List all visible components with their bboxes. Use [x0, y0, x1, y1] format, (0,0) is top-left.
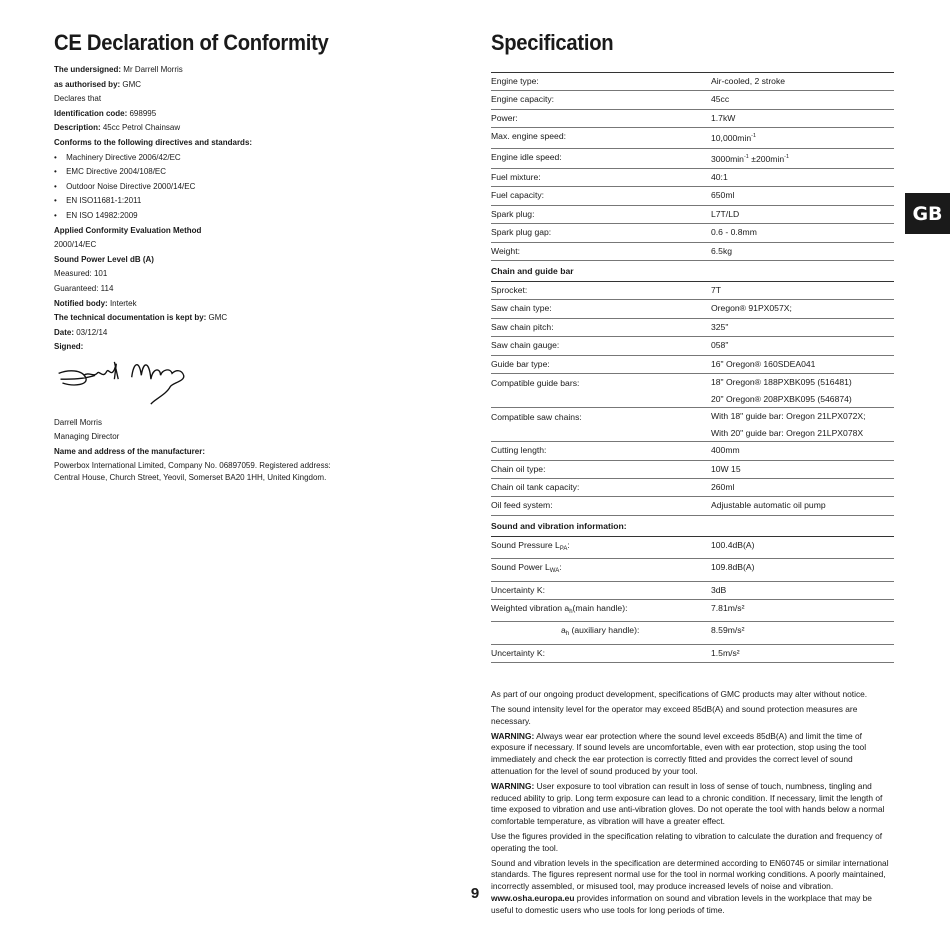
declaration-section — [54, 30, 354, 483]
method-heading: Applied Conformity Evaluation Method — [54, 224, 202, 235]
note-paragraph: As part of our ongoing product development, specifications of GMC products may alter without notice. — [491, 689, 868, 700]
table-row: Compatible saw chains: With 18" guide bar: Oregon 21LPX072X; With 20" guide bar: Oregon 21LPX078X — [491, 408, 894, 442]
table-row: Engine type: Air-cooled, 2 stroke — [491, 73, 894, 91]
directive-item: • EN ISO11681-1:2011 — [54, 193, 333, 208]
sound-vibration-heading: Sound and vibration information: — [491, 516, 894, 537]
table-row: Power: 1.7kW — [491, 110, 894, 128]
specification-title: Specification — [491, 30, 614, 55]
table-row: Compatible guide bars: 18" Oregon® 188PXBK095 (516481) 20" Oregon® 208PXBK095 (546874) — [491, 374, 894, 408]
warning-paragraph: WARNING: User exposure to tool vibration can result in loss of sense of touch, numbness, tingling and reduced ability to grip. Long term exposure can lead to a chronic condition. If necessary, limit the length of time exposed to vibration and use anti-vibration gloves. Do not operate the tool with hands below a normal comfortable temperature, as vibration will have a greater effect. — [491, 780, 885, 827]
measured-line: Measured: 101 — [54, 268, 108, 279]
table-row: Guide bar type: 16" Oregon® 160SDEA041 — [491, 356, 894, 374]
notes-section — [491, 689, 894, 916]
undersigned-line: The undersigned: Mr Darrell Morris — [54, 64, 183, 74]
table-row: Spark plug gap: 0.6 - 0.8mm — [491, 224, 894, 242]
directive-item: • EN ISO 14982:2009 — [54, 208, 333, 223]
table-row: Cutting length: 400mm — [491, 442, 894, 460]
table-row: Engine idle speed: $3000\min^{-1} \pm 200\min^{-1}$ — [491, 149, 894, 169]
table-row: Weight: 6.5kg — [491, 243, 894, 261]
table-row: Spark plug: L7T/LD — [491, 206, 894, 224]
signature-image — [54, 358, 354, 413]
table-row: $a_h$ (auxiliary handle): 8.59m/s² — [491, 622, 894, 644]
manufacturer-heading: Name and address of the manufacturer: — [54, 446, 206, 457]
table-row: Saw chain pitch: 325" — [491, 319, 894, 337]
table-row: Uncertainty K: 1.5m/s² — [491, 645, 894, 663]
manufacturer-address: Powerbox International Limited, Company No. 06897059. Registered address: Central House, Church Street, Yeovil, Somerset BA20 1HH, United Kingdom. — [54, 459, 331, 482]
identification-line: Identification code: 698995 — [54, 107, 157, 118]
spec-table — [491, 72, 894, 663]
table-row: Weighted vibration $a_h(main$ handle): 7.81m/s² — [491, 600, 894, 622]
table-row: Oil feed system: Adjustable automatic oil pump — [491, 497, 894, 515]
table-row: Uncertainty K: 3dB — [491, 582, 894, 600]
osha-link[interactable]: www.osha.europa.eu — [491, 892, 575, 903]
language-tab: GB — [905, 193, 950, 234]
signed-label: Signed: — [54, 341, 84, 352]
authorised-line: as authorised by: GMC — [54, 78, 142, 89]
table-row: Sound Power $L_{WA}$: 109.8dB(A) — [491, 559, 894, 581]
chain-guide-heading: Chain and guide bar — [491, 261, 894, 282]
description-line: Description: 45cc Petrol Chainsaw — [54, 122, 181, 133]
sound-level-heading: Sound Power Level dB (A) — [54, 253, 154, 264]
directives-heading: Conforms to the following directives and standards: — [54, 136, 253, 147]
directive-item: • EMC Directive 2004/108/EC — [54, 164, 333, 179]
guaranteed-line: Guaranteed: 114 — [54, 282, 114, 293]
notified-body-line: Notified body: Intertek — [54, 297, 137, 308]
table-row: Fuel mixture: 40:1 — [491, 169, 894, 187]
directive-item: • Machinery Directive 2006/42/EC — [54, 150, 333, 165]
signer-title: Managing Director — [54, 431, 120, 442]
signer-name: Darrell Morris — [54, 416, 102, 427]
table-row: Fuel capacity: 650ml — [491, 187, 894, 205]
table-row: Sprocket: 7T — [491, 282, 894, 300]
warning-paragraph: WARNING: Always wear ear protection where the sound level exceeds 85dB(A) and limit the time of exposure if necessary. If sound levels are uncomfortable, even with ear protection, stop using the tool immediately and check the ear protection is correctly fitted and provides the correct level of sound attenuation for the level of sound produced by your tool. — [491, 730, 867, 776]
table-row: Engine capacity: 45cc — [491, 91, 894, 109]
date-line: Date: 03/12/14 — [54, 326, 108, 337]
table-row: Max. engine speed: $10,000\min^{-1}$ — [491, 128, 894, 148]
table-row: Chain oil tank capacity: 260ml — [491, 479, 894, 497]
table-row: Sound Pressure $L_{PA}$: 100.4dB(A) — [491, 537, 894, 559]
declares-line: Declares that — [54, 93, 102, 104]
method-value: 2000/14/EC — [54, 239, 97, 250]
declaration-title: CE Declaration of Conformity — [54, 30, 329, 55]
note-paragraph: The sound intensity level for the operator may exceed 85dB(A) and sound protection measures are necessary. — [491, 703, 858, 726]
specification-section — [491, 30, 894, 920]
table-row: Saw chain gauge: 058" — [491, 337, 894, 355]
table-row: Saw chain type: Oregon® 91PX057X; — [491, 300, 894, 318]
note-paragraph: Sound and vibration levels in the specification are determined according to EN60745 or similar international standards. The figures represent normal use for the tool in normal working conditions. A poorly maintained, incorrectly assembled, or misused tool, may produce increased levels of noise and vibration. www.osha.europa.eu provides information on sound and vibration levels in the workplace that may be useful to domestic users who use tools for long periods of time. — [491, 857, 889, 915]
technical-doc-line: The technical documentation is kept by: GMC — [54, 312, 228, 323]
page-number: 9 — [470, 885, 480, 902]
directive-item: • Outdoor Noise Directive 2000/14/EC — [54, 179, 333, 194]
note-paragraph: Use the figures provided in the specification relating to vibration to calculate the duration and frequency of operating the tool. — [491, 830, 883, 853]
table-row: Chain oil type: 10W 15 — [491, 461, 894, 479]
